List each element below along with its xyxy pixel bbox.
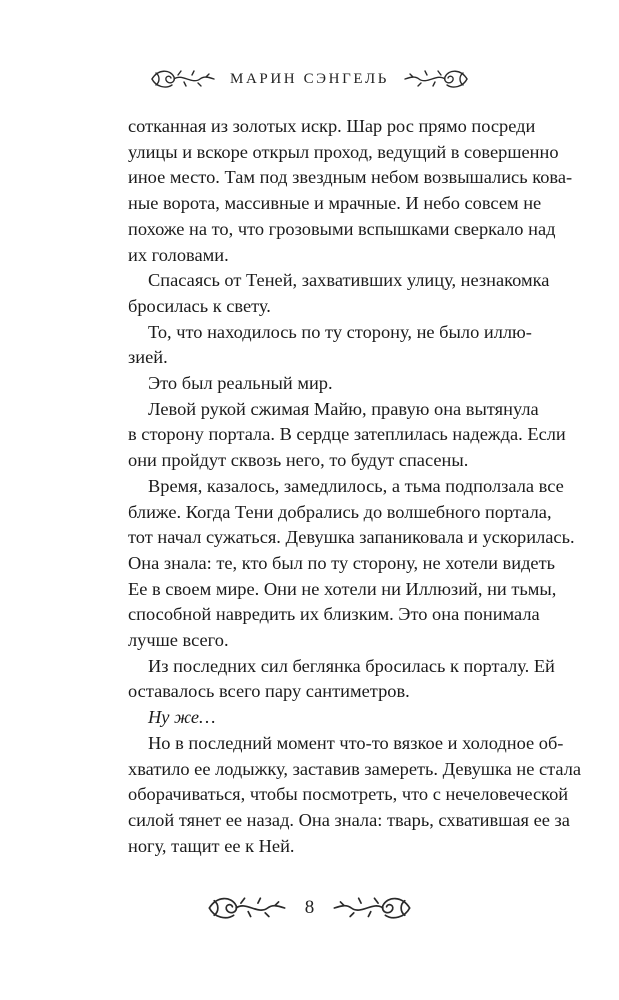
text-line: иное место. Там под звездным небом возвышались кова- (128, 167, 573, 188)
running-header (0, 64, 619, 94)
italic-text-line: Ну же… (148, 707, 216, 728)
text-line: Левой рукой сжимая Майю, правую она вытянула (148, 398, 539, 419)
text-line: Это был реальный мир. (148, 373, 333, 394)
text-line: ближе. Когда Тени добрались до волшебного портала, (128, 501, 552, 522)
text-line: ногу, тащит ее к Ней. (128, 835, 295, 856)
text-line: похоже на то, что грозовыми вспышками сверкало над (128, 218, 556, 239)
text-line: в сторону портала. В сердце затеплилась надежда. Если (128, 424, 566, 445)
text-line: Из последних сил беглянка бросилась к порталу. Ей (148, 655, 555, 676)
text-line: лучше всего. (128, 630, 229, 651)
body-text (128, 114, 582, 859)
page-footer (0, 888, 619, 928)
text-line: они пройдут сквозь него, то будут спасены. (128, 450, 469, 471)
text-line: Ее в своем мире. Они не хотели ни Иллюзий, ни тьмы, (128, 578, 557, 599)
text-line: тот начал сужаться. Девушка запаниковала и ускорилась. (128, 527, 575, 548)
right-footer-flourish-icon (328, 891, 416, 925)
text-line: сотканная из золотых искр. Шар рос прямо посреди (128, 116, 536, 136)
text-line: То, что находилось по ту сторону, не было иллю- (148, 321, 532, 342)
page-number: 8 (304, 897, 315, 918)
text-line: оставалось всего пару сантиметров. (128, 681, 410, 702)
text-line: силой тянет ее назад. Она знала: тварь, схватившая ее за (128, 810, 570, 830)
text-line: Она знала: те, кто был по ту сторону, не хотели видеть (128, 552, 556, 573)
text-line: их головами. (128, 244, 229, 265)
left-footer-flourish-icon (203, 891, 291, 925)
text-line: способной навредить их близким. Это она понимала (128, 604, 540, 625)
text-line: зией. (128, 347, 168, 368)
text-line: хватило ее лодыжку, заставив замереть. Девушка не стала (128, 758, 582, 779)
text-line: бросилась к свету. (128, 295, 271, 316)
text-line: оборачиваться, чтобы посмотреть, что с нечеловеческой (128, 784, 569, 805)
running-header-author: МАРИН СЭНГЕЛЬ (230, 70, 389, 87)
left-flourish-ornament-icon (148, 65, 218, 93)
right-flourish-ornament-icon (401, 65, 471, 93)
text-line: Спасаясь от Теней, захвативших улицу, незнакомка (148, 270, 550, 291)
text-line: улицы и вскоре открыл проход, ведущий в совершенно (128, 141, 559, 162)
text-line: ные ворота, массивные и мрачные. И небо совсем не (128, 193, 542, 214)
text-line: Время, казалось, замедлилось, а тьма подползала все (148, 475, 564, 496)
text-line: Но в последний момент что-то вязкое и холодное об- (148, 732, 564, 753)
